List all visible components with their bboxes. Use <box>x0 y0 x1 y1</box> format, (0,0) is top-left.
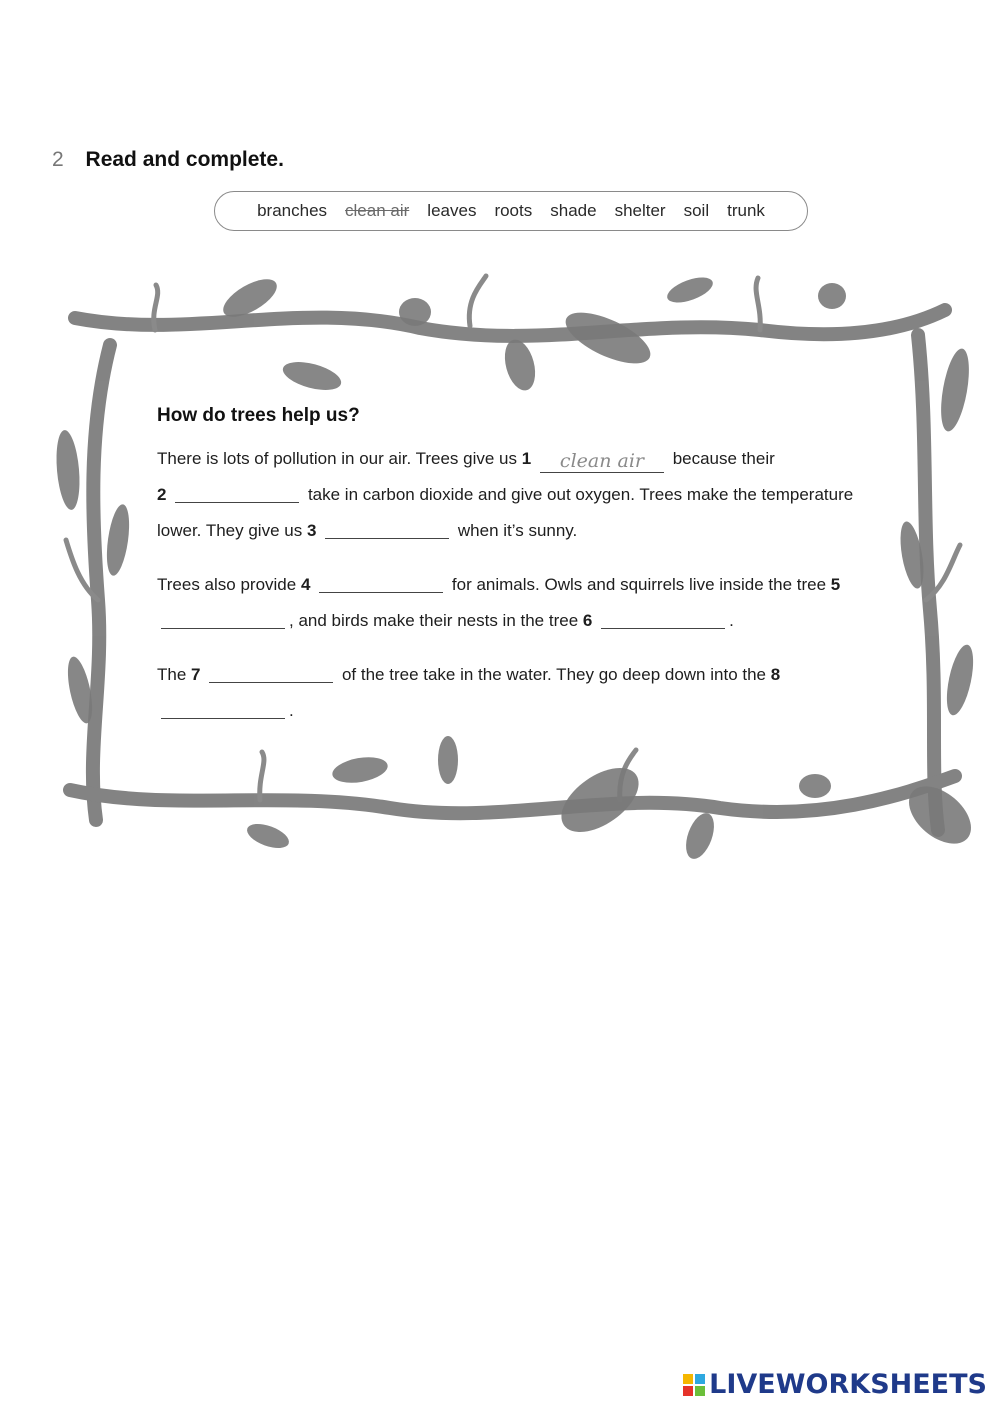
word-bank-item: trunk <box>727 201 765 220</box>
word-bank-item: branches <box>257 201 328 220</box>
gap-number-8: 8 <box>770 665 781 684</box>
paragraph-1 <box>157 441 857 549</box>
answer-blank-2[interactable] <box>175 482 299 503</box>
answer-blank-1[interactable]: clean air <box>540 452 664 473</box>
text-segment: The <box>157 665 187 684</box>
word-bank-item: shelter <box>614 201 666 220</box>
reading-passage <box>157 405 857 747</box>
word-bank-item: soil <box>683 201 710 220</box>
gap-number-5: 5 <box>830 575 841 594</box>
gap-number-2: 2 <box>157 485 167 504</box>
gap-number-4: 4 <box>300 575 311 594</box>
answer-blank-3[interactable] <box>325 518 449 539</box>
exercise-number: 2 <box>52 148 64 171</box>
answer-blank-4[interactable] <box>319 572 443 593</box>
word-bank-item: roots <box>494 201 533 220</box>
text-segment: , and birds make their nests in the tree <box>289 611 579 630</box>
logo-mark-icon <box>683 1374 705 1396</box>
logo-square <box>683 1386 693 1396</box>
text-segment: . <box>289 701 294 720</box>
answer-blank-6[interactable] <box>601 608 725 629</box>
word-bank-item-used: clean air <box>345 201 410 220</box>
exercise-title: Read and complete. <box>85 148 284 171</box>
text-segment: when it’s sunny. <box>457 521 578 540</box>
word-bank <box>214 191 808 231</box>
text-segment: There is lots of pollution in our air. Trees give us <box>157 449 518 468</box>
text-segment: because their <box>672 449 775 468</box>
text-segment: . <box>729 611 734 630</box>
word-bank-item: shade <box>550 201 597 220</box>
text-segment: of the tree take in the water. They go deep down into the <box>341 665 766 684</box>
answer-blank-7[interactable] <box>209 662 333 683</box>
gap-number-7: 7 <box>191 665 201 684</box>
passage-heading: How do trees help us? <box>157 405 360 426</box>
text-segment: take in carbon dioxide and give out oxygen. Trees make the temperature lower. They give us <box>157 485 854 540</box>
text-segment: for animals. Owls and squirrels live inside the tree <box>451 575 827 594</box>
paragraph-2 <box>157 567 857 639</box>
text-segment: Trees also provide <box>157 575 297 594</box>
liveworksheets-logo[interactable] <box>683 1369 987 1400</box>
logo-text: LIVEWORKSHEETS <box>709 1369 987 1400</box>
logo-square <box>695 1374 705 1384</box>
gap-number-3: 3 <box>306 521 317 540</box>
word-bank-item: leaves <box>427 201 477 220</box>
gap-number-6: 6 <box>582 611 593 630</box>
answer-blank-5[interactable] <box>161 608 285 629</box>
paragraph-3 <box>157 657 857 729</box>
exercise-header <box>52 148 284 172</box>
answer-blank-8[interactable] <box>161 698 285 719</box>
logo-square <box>683 1374 693 1384</box>
gap-number-1: 1 <box>521 449 532 468</box>
logo-square <box>695 1386 705 1396</box>
